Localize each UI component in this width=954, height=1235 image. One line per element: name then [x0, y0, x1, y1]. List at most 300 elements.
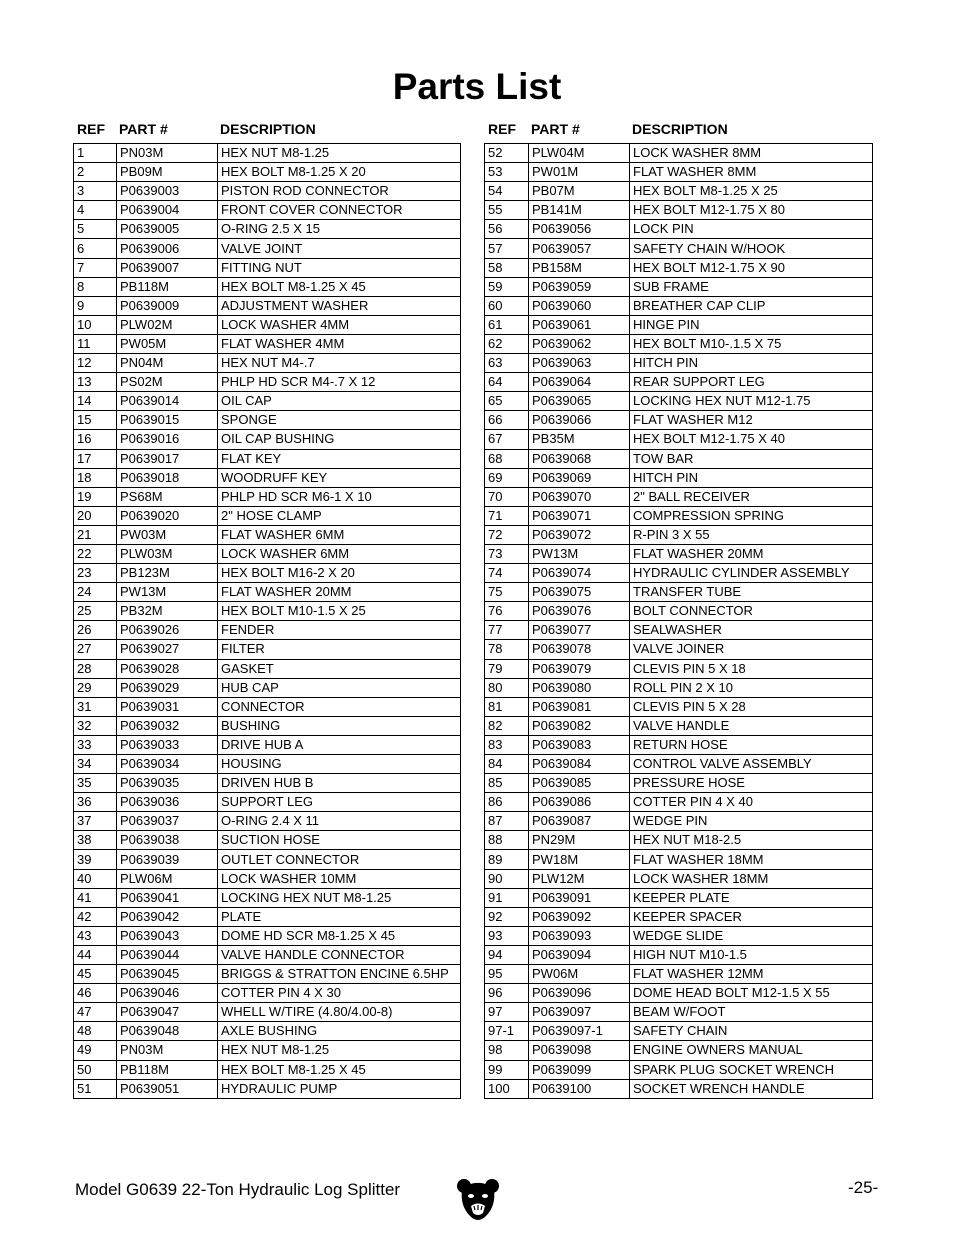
- part-number-cell: P0639097-1: [529, 1022, 630, 1041]
- description-cell: FRONT COVER CONNECTOR: [218, 201, 461, 220]
- ref-cell: 33: [74, 735, 117, 754]
- ref-cell: 62: [485, 334, 529, 353]
- description-cell: PISTON ROD CONNECTOR: [218, 182, 461, 201]
- part-number-cell: PLW06M: [117, 869, 218, 888]
- table-row: [485, 812, 873, 831]
- part-number-cell: P0639020: [117, 506, 218, 525]
- table-row: [485, 373, 873, 392]
- part-number-cell: P0639100: [529, 1079, 630, 1098]
- part-number-cell: PN04M: [117, 354, 218, 373]
- description-cell: PLATE: [218, 907, 461, 926]
- description-cell: O-RING 2.4 X 11: [218, 812, 461, 831]
- part-number-cell: P0639036: [117, 793, 218, 812]
- description-cell: HEX NUT M18-2.5: [630, 831, 873, 850]
- part-number-cell: P0639081: [529, 697, 630, 716]
- ref-cell: 82: [485, 716, 529, 735]
- ref-cell: 6: [74, 239, 117, 258]
- ref-cell: 11: [74, 334, 117, 353]
- description-cell: FILTER: [218, 640, 461, 659]
- table-row: [74, 850, 461, 869]
- table-row: [74, 965, 461, 984]
- description-cell: HEX NUT M8-1.25: [218, 1041, 461, 1060]
- ref-cell: 80: [485, 678, 529, 697]
- part-number-cell: P0639064: [529, 373, 630, 392]
- ref-cell: 45: [74, 965, 117, 984]
- description-cell: FLAT WASHER 8MM: [630, 163, 873, 182]
- ref-cell: 97: [485, 1003, 529, 1022]
- description-cell: LOCK WASHER 18MM: [630, 869, 873, 888]
- table-row: [74, 716, 461, 735]
- description-cell: HEX BOLT M10-1.5 X 25: [218, 602, 461, 621]
- table-row: [74, 926, 461, 945]
- ref-cell: 7: [74, 258, 117, 277]
- table-row: [74, 602, 461, 621]
- part-number-cell: P0639016: [117, 430, 218, 449]
- ref-cell: 68: [485, 449, 529, 468]
- description-cell: LOCK WASHER 8MM: [630, 144, 873, 163]
- ref-cell: 76: [485, 602, 529, 621]
- ref-cell: 27: [74, 640, 117, 659]
- part-number-cell: P0639027: [117, 640, 218, 659]
- table-row: [485, 1022, 873, 1041]
- part-number-cell: P0639098: [529, 1041, 630, 1060]
- table-row: [485, 258, 873, 277]
- table-row: [485, 354, 873, 373]
- description-cell: PHLP HD SCR M4-.7 X 12: [218, 373, 461, 392]
- ref-cell: 65: [485, 392, 529, 411]
- part-number-cell: P0639006: [117, 239, 218, 258]
- ref-cell: 92: [485, 907, 529, 926]
- table-row: [74, 525, 461, 544]
- part-number-cell: P0639026: [117, 621, 218, 640]
- part-number-cell: P0639033: [117, 735, 218, 754]
- table-row: [74, 506, 461, 525]
- part-number-cell: PB141M: [529, 201, 630, 220]
- part-number-cell: P0639044: [117, 945, 218, 964]
- table-row: [485, 755, 873, 774]
- table-row: [485, 468, 873, 487]
- table-row: [74, 201, 461, 220]
- description-cell: ROLL PIN 2 X 10: [630, 678, 873, 697]
- table-row: [74, 392, 461, 411]
- part-number-cell: P0639062: [529, 334, 630, 353]
- ref-cell: 37: [74, 812, 117, 831]
- table-row: [74, 258, 461, 277]
- ref-header: REF: [77, 121, 105, 137]
- ref-cell: 97-1: [485, 1022, 529, 1041]
- description-cell: FLAT WASHER 12MM: [630, 965, 873, 984]
- description-cell: HYDRAULIC CYLINDER ASSEMBLY: [630, 564, 873, 583]
- description-cell: GASKET: [218, 659, 461, 678]
- ref-cell: 44: [74, 945, 117, 964]
- table-row: [485, 850, 873, 869]
- table-row: [485, 544, 873, 563]
- table-row: [74, 945, 461, 964]
- ref-cell: 54: [485, 182, 529, 201]
- description-cell: HOUSING: [218, 755, 461, 774]
- description-cell: HYDRAULIC PUMP: [218, 1079, 461, 1098]
- description-cell: 2" HOSE CLAMP: [218, 506, 461, 525]
- description-cell: CONTROL VALVE ASSEMBLY: [630, 755, 873, 774]
- table-row: [485, 1003, 873, 1022]
- table-row: [485, 716, 873, 735]
- ref-cell: 1: [74, 144, 117, 163]
- table-row: [485, 182, 873, 201]
- table-row: [74, 1079, 461, 1098]
- part-number-cell: P0639031: [117, 697, 218, 716]
- part-number-cell: PLW02M: [117, 315, 218, 334]
- part-number-cell: P0639042: [117, 907, 218, 926]
- part-number-cell: P0639059: [529, 277, 630, 296]
- part-number-cell: PW13M: [529, 544, 630, 563]
- ref-cell: 43: [74, 926, 117, 945]
- description-cell: HUB CAP: [218, 678, 461, 697]
- table-row: [485, 220, 873, 239]
- part-number-cell: P0639099: [529, 1060, 630, 1079]
- part-number-cell: P0639048: [117, 1022, 218, 1041]
- part-number-cell: P0639009: [117, 296, 218, 315]
- part-number-cell: P0639038: [117, 831, 218, 850]
- part-number-cell: P0639085: [529, 774, 630, 793]
- ref-cell: 4: [74, 201, 117, 220]
- description-cell: SUPPORT LEG: [218, 793, 461, 812]
- part-number-cell: P0639071: [529, 506, 630, 525]
- ref-cell: 73: [485, 544, 529, 563]
- description-cell: SAFETY CHAIN: [630, 1022, 873, 1041]
- table-row: [485, 144, 873, 163]
- ref-cell: 74: [485, 564, 529, 583]
- part-number-cell: P0639076: [529, 602, 630, 621]
- table-row: [485, 869, 873, 888]
- part-number-cell: PB118M: [117, 277, 218, 296]
- description-cell: WHELL W/TIRE (4.80/4.00-8): [218, 1003, 461, 1022]
- description-cell: FLAT KEY: [218, 449, 461, 468]
- table-row: [485, 392, 873, 411]
- table-row: [74, 583, 461, 602]
- table-row: [74, 449, 461, 468]
- description-cell: VALVE HANDLE: [630, 716, 873, 735]
- ref-cell: 63: [485, 354, 529, 373]
- table-row: [485, 583, 873, 602]
- part-number-cell: P0639004: [117, 201, 218, 220]
- description-cell: HITCH PIN: [630, 468, 873, 487]
- part-number-cell: P0639093: [529, 926, 630, 945]
- table-row: [74, 277, 461, 296]
- part-number-cell: P0639046: [117, 984, 218, 1003]
- part-number-cell: P0639043: [117, 926, 218, 945]
- table-row: [485, 239, 873, 258]
- ref-cell: 5: [74, 220, 117, 239]
- table-row: [74, 373, 461, 392]
- ref-cell: 15: [74, 411, 117, 430]
- ref-cell: 64: [485, 373, 529, 392]
- table-row: [485, 296, 873, 315]
- ref-cell: 70: [485, 487, 529, 506]
- table-row: [485, 945, 873, 964]
- table-row: [74, 812, 461, 831]
- description-cell: PRESSURE HOSE: [630, 774, 873, 793]
- description-cell: KEEPER PLATE: [630, 888, 873, 907]
- description-cell: OIL CAP BUSHING: [218, 430, 461, 449]
- ref-cell: 83: [485, 735, 529, 754]
- table-row: [74, 640, 461, 659]
- ref-cell: 23: [74, 564, 117, 583]
- part-number-cell: PN03M: [117, 1041, 218, 1060]
- part-number-cell: P0639039: [117, 850, 218, 869]
- table-row: [485, 602, 873, 621]
- description-cell: FLAT WASHER 6MM: [218, 525, 461, 544]
- description-cell: SUB FRAME: [630, 277, 873, 296]
- description-cell: DRIVEN HUB B: [218, 774, 461, 793]
- part-number-cell: P0639063: [529, 354, 630, 373]
- part-number-cell: P0639047: [117, 1003, 218, 1022]
- description-cell: HEX NUT M8-1.25: [218, 144, 461, 163]
- description-cell: HEX BOLT M12-1.75 X 40: [630, 430, 873, 449]
- part-number-cell: P0639082: [529, 716, 630, 735]
- part-number-cell: P0639018: [117, 468, 218, 487]
- part-number-cell: P0639051: [117, 1079, 218, 1098]
- part-number-cell: P0639014: [117, 392, 218, 411]
- table-row: [74, 774, 461, 793]
- ref-header: REF: [488, 121, 516, 137]
- ref-cell: 16: [74, 430, 117, 449]
- table-row: [485, 334, 873, 353]
- table-row: [485, 774, 873, 793]
- description-cell: SPONGE: [218, 411, 461, 430]
- part-number-cell: PB123M: [117, 564, 218, 583]
- part-number-cell: P0639065: [529, 392, 630, 411]
- table-row: [485, 487, 873, 506]
- ref-cell: 36: [74, 793, 117, 812]
- ref-cell: 10: [74, 315, 117, 334]
- footer-model-name: Model G0639 22-Ton Hydraulic Log Splitter: [75, 1180, 401, 1199]
- table-row: [74, 659, 461, 678]
- part-number-cell: PB07M: [529, 182, 630, 201]
- description-cell: ADJUSTMENT WASHER: [218, 296, 461, 315]
- part-number-cell: P0639041: [117, 888, 218, 907]
- description-cell: TOW BAR: [630, 449, 873, 468]
- description-cell: LOCK WASHER 4MM: [218, 315, 461, 334]
- parts-table-right: [484, 121, 873, 1099]
- ref-cell: 3: [74, 182, 117, 201]
- ref-cell: 31: [74, 697, 117, 716]
- ref-cell: 81: [485, 697, 529, 716]
- description-cell: SOCKET WRENCH HANDLE: [630, 1079, 873, 1098]
- table-row: [74, 430, 461, 449]
- part-number-cell: PLW03M: [117, 544, 218, 563]
- part-number-cell: P0639083: [529, 735, 630, 754]
- part-number-cell: P0639087: [529, 812, 630, 831]
- part-number-cell: P0639028: [117, 659, 218, 678]
- description-header: DESCRIPTION: [632, 121, 728, 137]
- ref-cell: 69: [485, 468, 529, 487]
- part-number-cell: P0639072: [529, 525, 630, 544]
- ref-cell: 18: [74, 468, 117, 487]
- part-number-cell: PW01M: [529, 163, 630, 182]
- table-row: [485, 984, 873, 1003]
- ref-cell: 9: [74, 296, 117, 315]
- part-number-cell: PW03M: [117, 525, 218, 544]
- part-number-cell: P0639060: [529, 296, 630, 315]
- part-number-cell: P0639005: [117, 220, 218, 239]
- table-row: [485, 926, 873, 945]
- description-cell: COTTER PIN 4 X 30: [218, 984, 461, 1003]
- part-number-cell: P0639078: [529, 640, 630, 659]
- description-cell: 2" BALL RECEIVER: [630, 487, 873, 506]
- table-header: [484, 121, 873, 143]
- ref-cell: 53: [485, 163, 529, 182]
- description-cell: LOCK WASHER 6MM: [218, 544, 461, 563]
- table-row: [74, 621, 461, 640]
- part-number-cell: P0639045: [117, 965, 218, 984]
- table-row: [74, 544, 461, 563]
- table-row: [74, 869, 461, 888]
- part-number-cell: P0639061: [529, 315, 630, 334]
- part-number-cell: P0639029: [117, 678, 218, 697]
- ref-cell: 77: [485, 621, 529, 640]
- page-number: -25-: [848, 1178, 879, 1197]
- part-number-cell: P0639017: [117, 449, 218, 468]
- part-number-cell: P0639069: [529, 468, 630, 487]
- description-cell: HEX BOLT M10-.1.5 X 75: [630, 334, 873, 353]
- description-cell: R-PIN 3 X 55: [630, 525, 873, 544]
- part-number-cell: PN03M: [117, 144, 218, 163]
- part-number-cell: P0639007: [117, 258, 218, 277]
- description-cell: FITTING NUT: [218, 258, 461, 277]
- description-cell: VALVE HANDLE CONNECTOR: [218, 945, 461, 964]
- part-number-cell: P0639096: [529, 984, 630, 1003]
- description-cell: FLAT WASHER 18MM: [630, 850, 873, 869]
- ref-cell: 56: [485, 220, 529, 239]
- description-cell: DRIVE HUB A: [218, 735, 461, 754]
- description-cell: AXLE BUSHING: [218, 1022, 461, 1041]
- ref-cell: 90: [485, 869, 529, 888]
- part-number-cell: PW13M: [117, 583, 218, 602]
- ref-cell: 84: [485, 755, 529, 774]
- description-cell: WEDGE PIN: [630, 812, 873, 831]
- ref-cell: 20: [74, 506, 117, 525]
- table-row: [74, 354, 461, 373]
- description-cell: CONNECTOR: [218, 697, 461, 716]
- ref-cell: 29: [74, 678, 117, 697]
- table-row: [74, 163, 461, 182]
- table-row: [74, 144, 461, 163]
- table-row: [74, 1003, 461, 1022]
- description-cell: FENDER: [218, 621, 461, 640]
- ref-cell: 17: [74, 449, 117, 468]
- table-row: [485, 506, 873, 525]
- table-row: [74, 984, 461, 1003]
- description-cell: HIGH NUT M10-1.5: [630, 945, 873, 964]
- table-row: [485, 411, 873, 430]
- description-cell: HEX BOLT M8-1.25 X 45: [218, 277, 461, 296]
- table-row: [74, 1041, 461, 1060]
- bear-head-logo-icon: [456, 1176, 500, 1224]
- description-cell: VALVE JOINER: [630, 640, 873, 659]
- part-number-cell: P0639091: [529, 888, 630, 907]
- ref-cell: 50: [74, 1060, 117, 1079]
- description-cell: LOCK WASHER 10MM: [218, 869, 461, 888]
- ref-cell: 26: [74, 621, 117, 640]
- description-cell: O-RING 2.5 X 15: [218, 220, 461, 239]
- table-row: [74, 793, 461, 812]
- ref-cell: 38: [74, 831, 117, 850]
- description-cell: BREATHER CAP CLIP: [630, 296, 873, 315]
- ref-cell: 87: [485, 812, 529, 831]
- part-number-cell: P0639092: [529, 907, 630, 926]
- description-cell: RETURN HOSE: [630, 735, 873, 754]
- ref-cell: 88: [485, 831, 529, 850]
- table-row: [74, 697, 461, 716]
- ref-cell: 59: [485, 277, 529, 296]
- table-row: [74, 182, 461, 201]
- part-number-cell: P0639057: [529, 239, 630, 258]
- ref-cell: 41: [74, 888, 117, 907]
- part-number-cell: P0639097: [529, 1003, 630, 1022]
- part-number-cell: PB118M: [117, 1060, 218, 1079]
- description-cell: CLEVIS PIN 5 X 18: [630, 659, 873, 678]
- ref-cell: 52: [485, 144, 529, 163]
- table-row: [485, 564, 873, 583]
- ref-cell: 94: [485, 945, 529, 964]
- table-row: [485, 430, 873, 449]
- part-header: PART #: [531, 121, 580, 137]
- part-number-cell: P0639032: [117, 716, 218, 735]
- description-cell: WEDGE SLIDE: [630, 926, 873, 945]
- part-number-cell: PB32M: [117, 602, 218, 621]
- ref-cell: 72: [485, 525, 529, 544]
- part-number-cell: PLW04M: [529, 144, 630, 163]
- ref-cell: 28: [74, 659, 117, 678]
- description-cell: BUSHING: [218, 716, 461, 735]
- part-number-cell: PB09M: [117, 163, 218, 182]
- part-number-cell: P0639035: [117, 774, 218, 793]
- ref-cell: 19: [74, 487, 117, 506]
- description-header: DESCRIPTION: [220, 121, 316, 137]
- table-row: [74, 411, 461, 430]
- ref-cell: 24: [74, 583, 117, 602]
- description-cell: FLAT WASHER 20MM: [218, 583, 461, 602]
- description-cell: LOCK PIN: [630, 220, 873, 239]
- ref-cell: 32: [74, 716, 117, 735]
- page-title: Parts List: [392, 66, 562, 107]
- description-cell: HEX BOLT M8-1.25 X 25: [630, 182, 873, 201]
- part-number-cell: PLW12M: [529, 869, 630, 888]
- description-cell: REAR SUPPORT LEG: [630, 373, 873, 392]
- ref-cell: 78: [485, 640, 529, 659]
- ref-cell: 25: [74, 602, 117, 621]
- description-cell: FLAT WASHER M12: [630, 411, 873, 430]
- ref-cell: 86: [485, 793, 529, 812]
- description-cell: OIL CAP: [218, 392, 461, 411]
- ref-cell: 13: [74, 373, 117, 392]
- ref-cell: 55: [485, 201, 529, 220]
- part-number-cell: P0639034: [117, 755, 218, 774]
- table-header: [73, 121, 461, 143]
- table-row: [74, 1022, 461, 1041]
- table-row: [485, 163, 873, 182]
- description-cell: BOLT CONNECTOR: [630, 602, 873, 621]
- table-row: [74, 564, 461, 583]
- ref-cell: 51: [74, 1079, 117, 1098]
- ref-cell: 58: [485, 258, 529, 277]
- table-row: [485, 449, 873, 468]
- ref-cell: 14: [74, 392, 117, 411]
- description-cell: OUTLET CONNECTOR: [218, 850, 461, 869]
- part-header: PART #: [119, 121, 168, 137]
- part-number-cell: P0639015: [117, 411, 218, 430]
- part-number-cell: P0639077: [529, 621, 630, 640]
